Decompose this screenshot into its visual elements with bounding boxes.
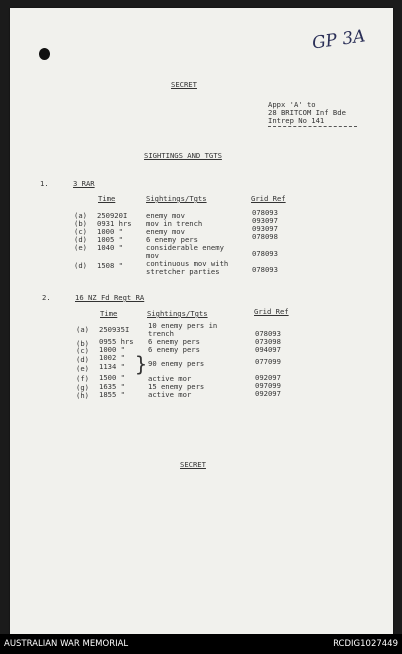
s1-row-e-sighting: considerable enemy — [146, 243, 224, 252]
s1-row-f-sighting-cont: stretcher parties — [146, 267, 220, 276]
s2-row-h-time: 1855 " — [99, 390, 125, 399]
s2-row-d-letter: (d) — [76, 355, 89, 364]
s2-row-d-grid: 077099 — [255, 357, 281, 366]
handwritten-annotation: GP 3A — [310, 26, 367, 54]
s2-row-f-time: 1500 " — [99, 373, 125, 382]
s1-row-e-sighting-cont: mov — [146, 251, 159, 260]
classification-top: SECRET — [171, 80, 197, 89]
footer-record-id: RCDIG1027449 — [333, 639, 398, 649]
s2-row-a-letter: (a) — [76, 325, 89, 334]
s1-row-c-sighting: enemy mov — [146, 227, 185, 236]
s2-row-b-sighting: 6 enemy pers — [148, 337, 200, 346]
bracket-d-e: } — [135, 352, 148, 376]
s1-row-f-grid: 078093 — [252, 265, 278, 274]
s2-row-h-sighting: active mor — [148, 390, 192, 399]
s1-row-a-sighting: enemy mov — [146, 211, 185, 220]
s1-row-b-time: 0931 hrs — [97, 219, 132, 228]
s2-row-h-letter: (h) — [76, 391, 89, 400]
s1-row-d-sighting: 6 enemy pers — [146, 235, 198, 244]
s2-row-a-grid: 078093 — [255, 329, 281, 338]
s1-row-f-letter: (d) — [74, 261, 87, 270]
s2-row-b-grid: 073098 — [255, 337, 281, 346]
s2-row-g-sighting: 15 enemy pers — [148, 382, 205, 391]
s2-row-f-sighting: active mor — [148, 374, 192, 383]
s1-row-c-letter: (c) — [74, 227, 87, 236]
section-2-number: 2. — [42, 293, 51, 302]
reference-divider — [268, 126, 357, 127]
reference-line-2: 28 BRITCOM Inf Bde — [268, 108, 346, 117]
footer-institution: AUSTRALIAN WAR MEMORIAL — [4, 639, 129, 649]
s2-row-a-sighting-cont: trench — [148, 329, 174, 338]
s1-row-c-time: 1000 " — [97, 227, 123, 236]
s2-row-c-time: 1000 " — [99, 345, 125, 354]
classification-bottom: SECRET — [180, 460, 206, 469]
s2-row-a-sighting: 10 enemy pers in — [148, 321, 218, 330]
s1-row-c-grid: 093097 — [252, 224, 278, 233]
s2-row-d-time: 1002 " — [99, 353, 125, 362]
reference-line-1: Appx 'A' to — [268, 100, 316, 109]
s1-row-d-letter: (d) — [74, 235, 87, 244]
s2-row-c-letter: (c) — [76, 346, 89, 355]
section-2-time-header: Time — [100, 309, 118, 318]
s2-row-g-grid: 097099 — [255, 381, 281, 390]
s1-row-a-grid: 078093 — [252, 208, 278, 217]
s1-row-b-grid: 093097 — [252, 216, 278, 225]
s2-row-e-time: 1134 " — [99, 362, 125, 371]
s2-row-c-grid: 094097 — [255, 345, 281, 354]
s1-row-a-time: 250920I — [97, 211, 128, 220]
s1-row-d-grid: 078098 — [252, 232, 278, 241]
section-1-grid-header: Grid Ref — [251, 194, 286, 203]
s1-row-e-grid: 078093 — [252, 249, 278, 258]
document-title: SIGHTINGS AND TGTS — [144, 151, 222, 160]
s1-row-b-letter: (b) — [74, 219, 87, 228]
s2-row-a-time: 250935I — [99, 325, 130, 334]
s1-row-e-time: 1040 " — [97, 243, 123, 252]
section-2-grid-header: Grid Ref — [254, 307, 289, 316]
s1-row-d-time: 1005 " — [97, 235, 123, 244]
section-1-unit: 3 RAR — [73, 179, 95, 188]
s2-row-b-time: 0955 hrs — [99, 337, 134, 346]
s2-row-c-sighting: 6 enemy pers — [148, 345, 200, 354]
s1-row-a-letter: (a) — [74, 211, 87, 220]
section-1-time-header: Time — [98, 194, 116, 203]
punch-hole — [39, 48, 50, 60]
s2-row-e-letter: (e) — [76, 364, 89, 373]
section-2-unit: 16 NZ Fd Regt RA — [75, 293, 145, 302]
section-1-sightings-header: Sightings/Tgts — [146, 194, 207, 203]
s2-row-h-grid: 092097 — [255, 389, 281, 398]
s1-row-f-sighting: continuous mov with — [146, 259, 229, 268]
archive-footer — [0, 634, 402, 654]
s2-row-b-letter: (b) — [76, 339, 89, 348]
s2-row-g-letter: (g) — [76, 383, 89, 392]
s2-row-d-sighting: 90 enemy pers — [148, 359, 205, 368]
s2-row-g-time: 1635 " — [99, 382, 125, 391]
s1-row-b-sighting: mov in trench — [146, 219, 203, 228]
reference-line-3: Intrep No 141 — [268, 116, 325, 125]
section-1-number: 1. — [40, 179, 49, 188]
s1-row-e-letter: (e) — [74, 243, 87, 252]
document-page — [10, 8, 393, 634]
s1-row-f-time: 1508 " — [97, 261, 123, 270]
section-2-sightings-header: Sightings/Tgts — [147, 309, 208, 318]
s2-row-f-letter: (f) — [76, 374, 89, 383]
s2-row-f-grid: 092097 — [255, 373, 281, 382]
